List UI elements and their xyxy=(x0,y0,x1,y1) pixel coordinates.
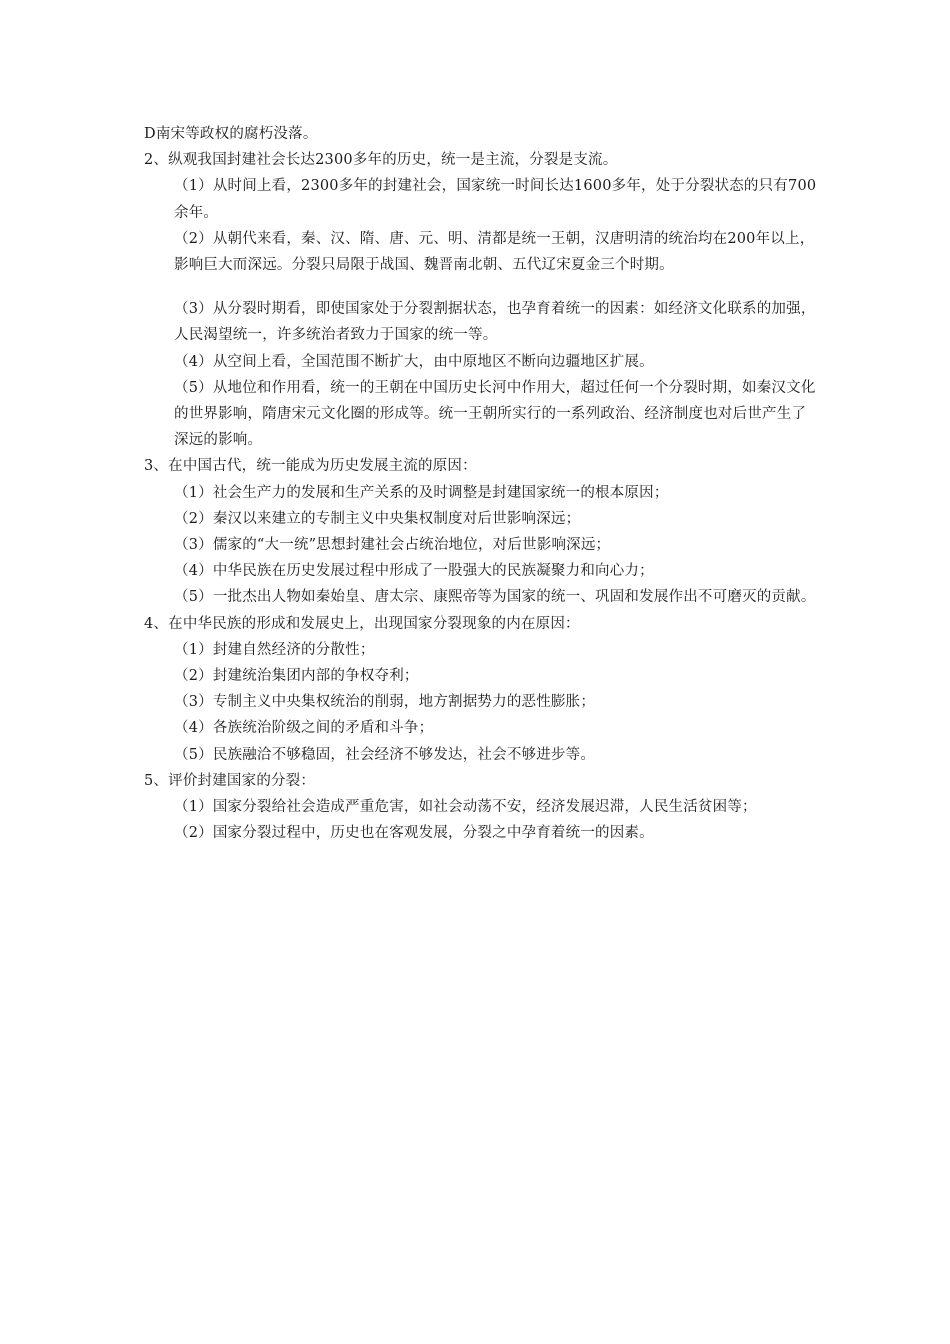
section-5-item-2: （2）国家分裂过程中，历史也在客观发展，分裂之中孕育着统一的因素。 xyxy=(174,825,654,842)
section-2-item-5: （5）从地位和作用看，统一的王朝在中国历史长河中作用大，超过任何一个分裂时期，如秦汉文化的世界影响，隋唐宋元文化圈的形成等。统一王朝所实行的一系列政治、经济制度也对后世产生了深远的影响。 xyxy=(174,379,816,449)
section-4-item-3: （3）专制主义中央集权统治的削弱，地方割据势力的恶性膨胀； xyxy=(174,694,596,711)
intro-tail-text: D南宋等政权的腐朽没落。 xyxy=(144,126,318,142)
section-2-item-1: （1）从时间上看，2300多年的封建社会，国家统一时间长达1600多年，处于分裂状态的只有700余年。 xyxy=(174,178,817,221)
document-body xyxy=(144,121,820,846)
section-2-item-3: （3）从分裂时期看，即使国家处于分裂割据状态，也孕育着统一的因素：如经济文化联系的加强，人民渴望统一，许多统治者致力于国家的统一等。 xyxy=(174,301,816,344)
section-4-item-1: （1）封建自然经济的分散性； xyxy=(174,641,375,658)
section-4-heading: 4、在中华民族的形成和发展史上，出现国家分裂现象的内在原因： xyxy=(144,615,580,632)
section-3-item-2: （2）秦汉以来建立的专制主义中央集权制度对后世影响深远； xyxy=(174,510,581,527)
section-3-item-5: （5）一批杰出人物如秦始皇、唐太宗、康熙帝等为国家的统一、巩固和发展作出不可磨灭的贡献。 xyxy=(174,589,816,606)
section-5-heading: 5、评价封建国家的分裂： xyxy=(144,772,316,789)
section-2-item-4: （4）从空间上看，全国范围不断扩大，由中原地区不断向边疆地区扩展。 xyxy=(174,353,654,370)
section-3-item-1: （1）社会生产力的发展和生产关系的及时调整是封建国家统一的根本原因； xyxy=(174,484,669,501)
section-4-item-5: （5）民族融洽不够稳固，社会经济不够发达，社会不够进步等。 xyxy=(174,746,596,763)
section-3-heading: 3、在中国古代，统一能成为历史发展主流的原因： xyxy=(144,458,477,475)
section-5-item-1: （1）国家分裂给社会造成严重危害，如社会动荡不安，经济发展迟滞，人民生活贫困等； xyxy=(174,799,757,816)
section-4-item-2: （2）封建统治集团内部的争权夺利； xyxy=(174,668,419,685)
section-2-heading: 2、纵观我国封建社会长达2300多年的历史，统一是主流，分裂是支流。 xyxy=(144,152,618,169)
section-3-item-3: （3）儒家的“大一统”思想封建社会占统治地位，对后世影响深远； xyxy=(174,537,611,554)
paragraph-gap xyxy=(144,278,820,296)
section-2-item-2: （2）从朝代来看，秦、汉、隋、唐、元、明、清都是统一王朝，汉唐明清的统治均在200年以上，影响巨大而深远。分裂只局限于战国、魏晋南北朝、五代辽宋夏金三个时期。 xyxy=(174,230,815,274)
section-4-item-4: （4）各族统治阶级之间的矛盾和斗争； xyxy=(174,720,434,737)
section-3-item-4: （4）中华民族在历史发展过程中形成了一股强大的民族凝聚力和向心力； xyxy=(174,563,654,580)
